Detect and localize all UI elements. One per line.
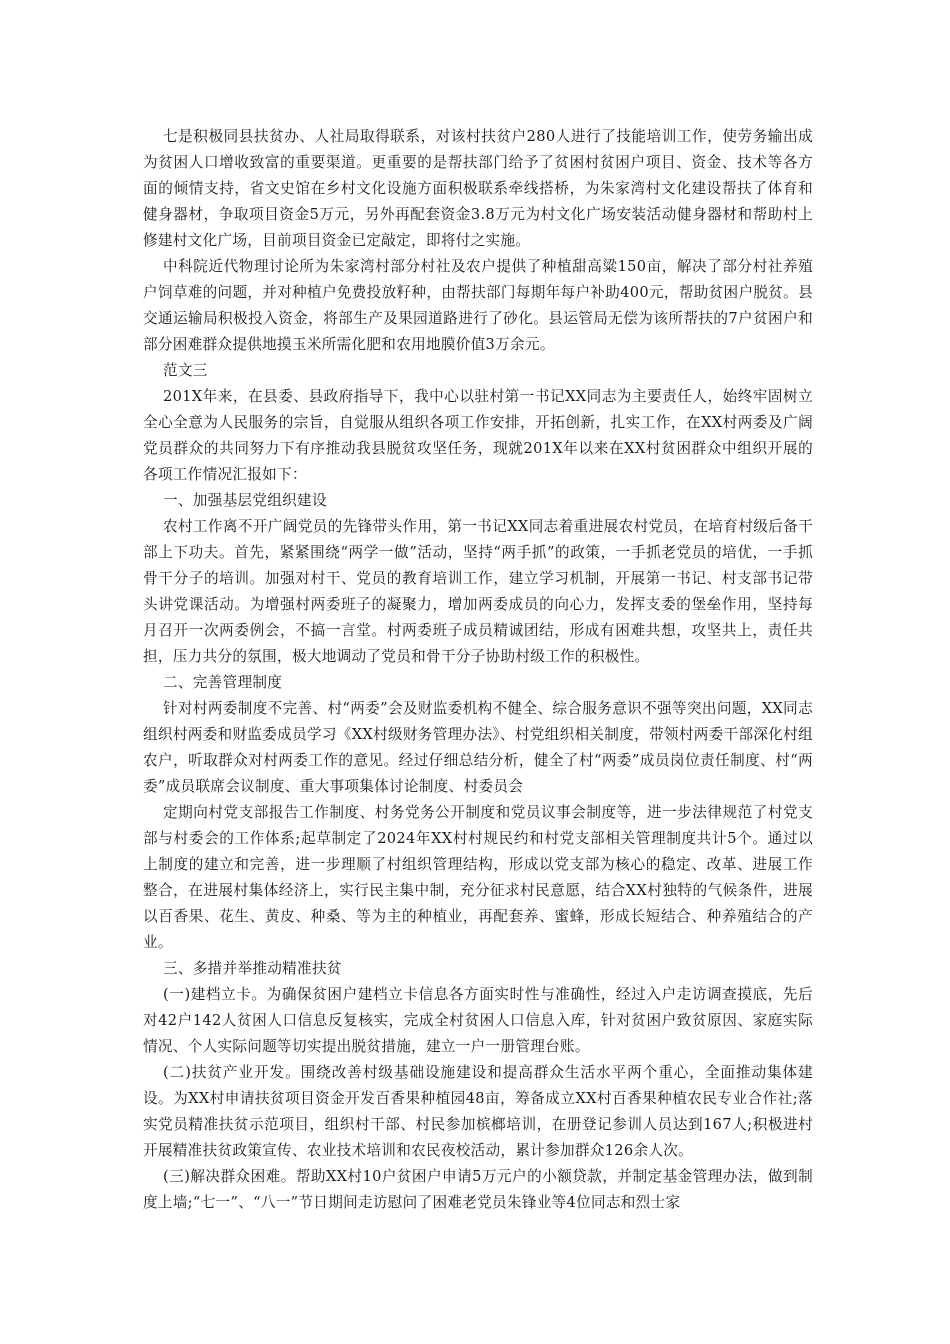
section-heading: 二、完善管理制度: [163, 674, 283, 691]
paragraph: 定期向村党支部报告工作制度、村务党务公开制度和党员议事会制度等，进一步法律规范了村党支部与村委会的工作体系;起草制定了2024年XX村村规民约和村党支部相关管理制度共计5个。通过以上制度的建立和完善，进一步理顺了村组织管理结构，形成以党支部为核心的稳定、改革、进展工作整合，在进展村集体经济上，实行民主集中制，充分征求村民意愿，结合XX村独特的气候条件，进展以百香果、花生、黄皮、种桑、等为主的种植业，再配套养、蜜蜂，形成长短结合、种养殖结合的产业。: [143, 804, 813, 951]
paragraph: 201X年来，在县委、县政府指导下，我中心以驻村第一书记XX同志为主要责任人，始终牢固树立全心全意为人民服务的宗旨，自觉服从组织各项工作安排，开拓创新，扎实工作，在XX村两委及广阔党员群众的共同努力下有序推动我县脱贫攻坚任务，现就201X年以来在XX村贫困群众中组织开展的各项工作情况汇报如下：: [143, 388, 813, 483]
section-heading: 三、多措并举推动精准扶贫: [163, 960, 342, 977]
paragraph: (二)扶贫产业开发。围绕改善村级基础设施建设和提高群众生活水平两个重心，全面推动集体建设。为XX村申请扶贫项目资金开发百香果种植园48亩，筹备成立XX村百香果种植农民专业合作社;落实党员精准扶贫示范项目，组织村干部、村民参加槟榔培训，在册登记参训人员达到167人;积极进村开展精准扶贫政策宣传、农业技术培训和农民夜校活动，累计参加群众126余人次。: [143, 1064, 813, 1159]
paragraph: (一)建档立卡。为确保贫困户建档立卡信息各方面实时性与准确性，经过入户走访调查摸底，先后对42户142人贫困人口信息反复核实，完成全村贫困人口信息入库，针对贫困户致贫原因、家庭实际情况、个人实际问题等切实提出脱贫措施，建立一户一册管理台账。: [143, 986, 813, 1055]
paragraph: 针对村两委制度不完善、村“两委”会及财监委机构不健全、综合服务意识不强等突出问题，XX同志组织村两委和财监委成员学习《XX村级财务管理办法》、村党组织相关制度，带领村两委干部深化村组农户，听取群众对村两委工作的意见。经过仔细总结分析，健全了村“两委”成员岗位责任制度、村“两委”成员联席会议制度、重大事项集体讨论制度、村委员会: [143, 700, 813, 795]
section-heading: 一、加强基层党组织建设: [163, 492, 327, 509]
paragraph: 七是积极同县扶贫办、人社局取得联系，对该村扶贫户280人进行了技能培训工作，使劳务输出成为贫困人口增收致富的重要渠道。更重要的是帮扶部门给予了贫困村贫困户项目、资金、技术等各方面的倾情支持，省文史馆在乡村文化设施方面积极联系牵线搭桥，为朱家湾村文化建设帮扶了体育和健身器材，争取项目资金5万元，另外再配套资金3.8万元为村文化广场安装活动健身器材和帮助村上修建村文化广场，目前项目资金已定敲定，即将付之实施。: [143, 128, 813, 249]
paragraph: 农村工作离不开广阔党员的先锋带头作用，第一书记XX同志着重进展农村党员，在培育村级后备干部上下功夫。首先，紧紧围绕“两学一做”活动，坚持“两手抓”的政策，一手抓老党员的培优，一手抓骨干分子的培训。加强对村干、党员的教育培训工作，建立学习机制，开展第一书记、村支部书记带头讲党课活动。为增强村两委班子的凝聚力，增加两委成员的向心力，发挥支委的堡垒作用，坚持每月召开一次两委例会，不搞一言堂。村两委班子成员精诚团结，形成有困难共想，攻坚共上，责任共担，压力共分的氛围，极大地调动了党员和骨干分子协助村级工作的积极性。: [143, 518, 813, 665]
section-title: 范文三: [163, 362, 208, 379]
document-page: [143, 124, 813, 1216]
paragraph: (三)解决群众困难。帮助XX村10户贫困户申请5万元户的小额贷款，并制定基金管理办法，做到制度上墙;“七一”、“八一”节日期间走访慰问了困难老党员朱锋业等4位同志和烈士家: [143, 1168, 813, 1211]
paragraph: 中科院近代物理讨论所为朱家湾村部分村社及农户提供了种植甜高粱150亩，解决了部分村社养殖户饲草难的问题，并对种植户免费投放籽种，由帮扶部门每期年每户补助400元，帮助贫困户脱贫。县交通运输局积极投入资金，将部生产及果园道路进行了砂化。县运管局无偿为该所帮扶的7户贫困户和部分困难群众提供地摸玉米所需化肥和农用地膜价值3万余元。: [143, 258, 813, 353]
